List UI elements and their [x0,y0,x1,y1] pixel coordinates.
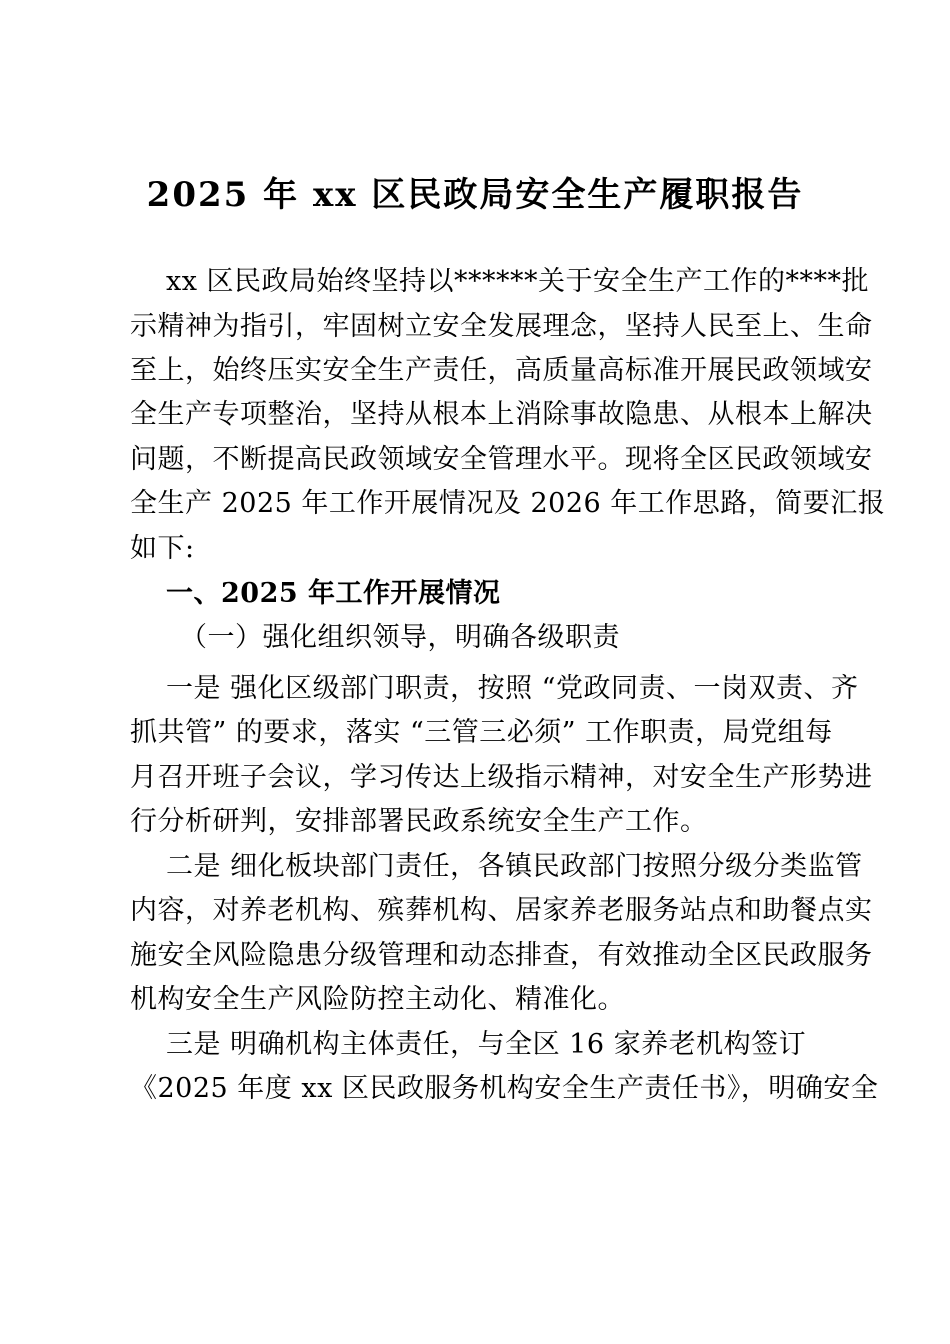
intro-line-1: xx 区民政局始终坚持以******关于安全生产工作的****批 [166,266,870,297]
para1-line-3: 月召开班子会议，学习传达上级指示精神，对安全生产形势进 [130,762,873,793]
para2-line-1: 二是 细化板块部门责任，各镇民政部门按照分级分类监管 [166,851,863,882]
para3-line-2: 《2025 年度 xx 区民政服务机构安全生产责任书》，明确安全 [130,1073,879,1104]
intro-line-2: 示精神为指引，牢固树立安全发展理念，坚持人民至上、生命 [130,311,873,342]
intro-line-7: 如下: [130,533,195,564]
document-title: 2025 年 xx 区民政局安全生产履职报告 [146,175,804,215]
subsection-heading: （一）强化组织领导，明确各级职责 [180,622,620,653]
intro-line-3: 至上，始终压实安全生产责任，高质量高标准开展民政领域安 [130,355,873,386]
para1-line-4: 行分析研判，安排部署民政系统安全生产工作。 [130,806,708,837]
intro-line-4: 全生产专项整治，坚持从根本上消除事故隐患、从根本上解决 [130,399,873,430]
section-heading: 一、2025 年工作开展情况 [166,578,501,609]
para1-line-1: 一是 强化区级部门职责，按照 “党政同责、一岗双责、齐 [166,673,859,704]
para1-line-2: 抓共管” 的要求，落实 “三管三必须” 工作职责，局党组每 [130,717,833,748]
para2-line-3: 施安全风险隐患分级管理和动态排查，有效推动全区民政服务 [130,940,873,971]
intro-line-5: 问题，不断提高民政领域安全管理水平。现将全区民政领域安 [130,444,873,475]
intro-line-6: 全生产 2025 年工作开展情况及 2026 年工作思路，简要汇报 [130,488,886,519]
para2-line-4: 机构安全生产风险防控主动化、精准化。 [130,984,625,1015]
para2-line-2: 内容，对养老机构、殡葬机构、居家养老服务站点和助餐点实 [130,895,873,926]
para3-line-1: 三是 明确机构主体责任，与全区 16 家养老机构签订 [166,1029,807,1060]
